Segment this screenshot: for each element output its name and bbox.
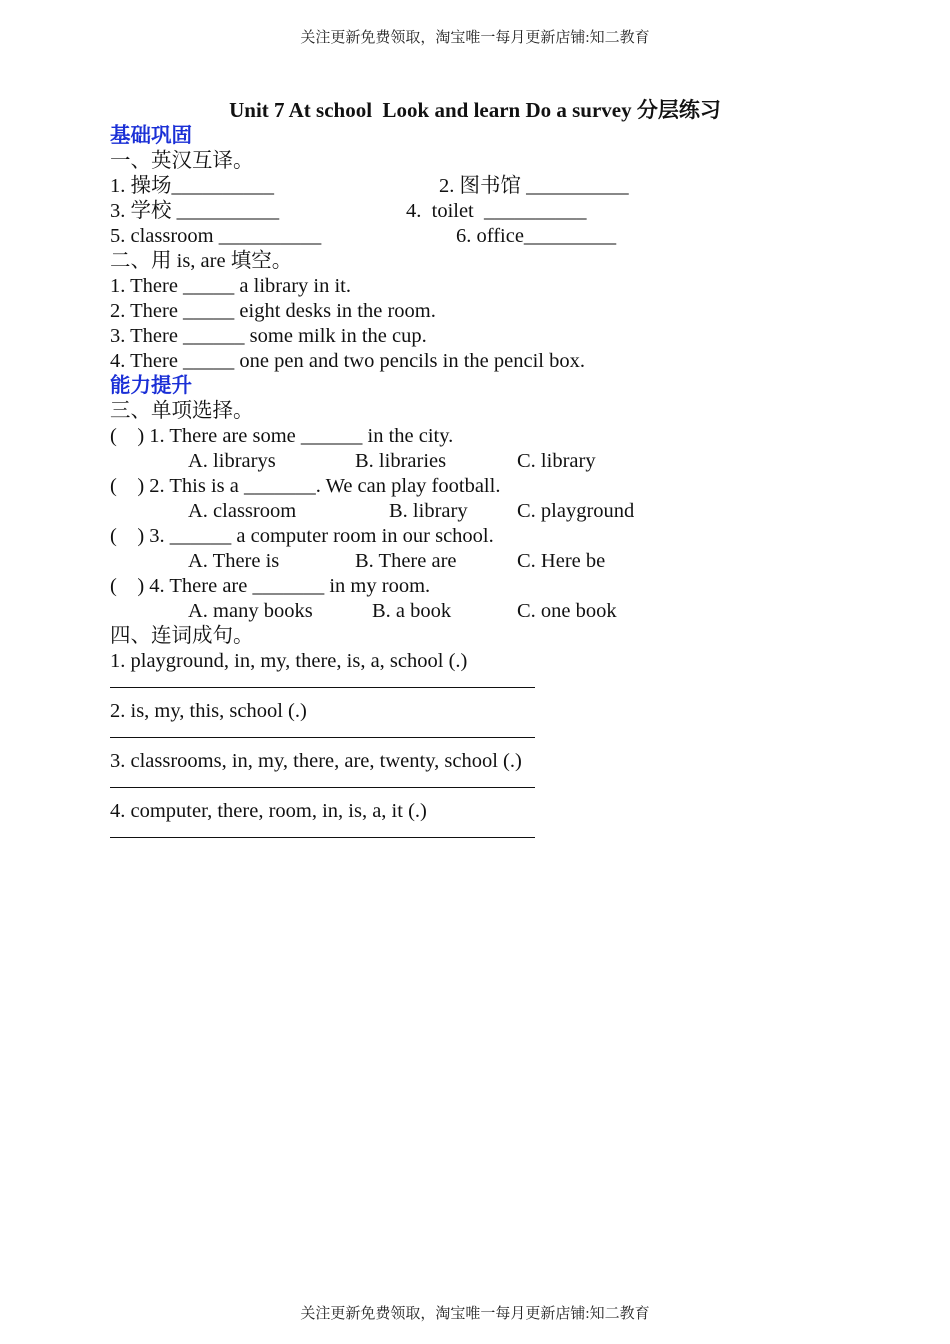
answer-line-2 [110,724,870,749]
sentence-prompt-1: 1. playground, in, my, there, is, a, school (.) [110,650,468,672]
option-b: B. There are [355,550,457,572]
option-a: A. classroom [188,500,297,522]
part4-heading: 四、连词成句。 [110,625,254,647]
fill-item-1: 1. There _____ a library in it. [110,275,352,297]
choice-options-4 [110,599,870,624]
choice-options-2 [110,499,870,524]
option-b: B. a book [372,600,452,622]
sentence-prompt-3: 3. classrooms, in, my, there, are, twenty, school (.) [110,750,522,772]
answer-line-3 [110,774,870,799]
translate-item-3: 3. 学校 __________ [110,200,280,222]
part1-row-2 [110,199,870,224]
section-basic: 基础巩固 [110,125,192,147]
part1-row-1 [110,174,870,199]
option-c: C. one book [517,600,617,622]
option-c: C. library [517,450,596,472]
option-a: A. many books [188,600,313,622]
part3-heading: 三、单项选择。 [110,400,254,422]
option-b: B. libraries [355,450,447,472]
translate-item-1: 1. 操场__________ [110,175,274,197]
fill-item-2: 2. There _____ eight desks in the room. [110,300,436,322]
option-a: A. librarys [188,450,276,472]
translate-item-2: 2. 图书馆 __________ [439,175,629,197]
section-advanced: 能力提升 [110,375,192,397]
answer-line-4 [110,824,870,849]
option-c: C. playground [517,500,635,522]
answer-rule [110,787,535,788]
page-header: 关注更新免费领取，淘宝唯一每月更新店铺:知二教育 [300,30,650,46]
fill-item-3: 3. There ______ some milk in the cup. [110,325,427,347]
answer-line-1 [110,674,870,699]
choice-question-1: ( ) 1. There are some ______ in the city. [110,425,454,447]
worksheet-title: Unit 7 At school Look and learn Do a survey 分层练习 [229,98,721,122]
option-a: A. There is [188,550,280,572]
translate-item-5: 5. classroom __________ [110,225,322,247]
choice-question-3: ( ) 3. ______ a computer room in our school. [110,525,494,547]
option-b: B. library [389,500,468,522]
answer-rule [110,687,535,688]
part1-row-3 [110,224,870,249]
answer-rule [110,837,535,838]
page-footer: 关注更新免费领取，淘宝唯一每月更新店铺:知二教育 [300,1306,650,1322]
answer-rule [110,737,535,738]
translate-item-6: 6. office_________ [456,225,617,247]
part2-heading: 二、用 is, are 填空。 [110,250,293,272]
choice-options-3 [110,549,870,574]
fill-item-4: 4. There _____ one pen and two pencils in the pencil box. [110,350,585,372]
sentence-prompt-2: 2. is, my, this, school (.) [110,700,307,722]
option-c: C. Here be [517,550,606,572]
choice-question-4: ( ) 4. There are _______ in my room. [110,575,431,597]
translate-item-4: 4. toilet __________ [406,200,587,222]
part1-heading: 一、英汉互译。 [110,150,254,172]
sentence-prompt-4: 4. computer, there, room, in, is, a, it (.) [110,800,427,822]
choice-question-2: ( ) 2. This is a _______. We can play football. [110,475,501,497]
choice-options-1 [110,449,870,474]
worksheet [110,96,870,849]
